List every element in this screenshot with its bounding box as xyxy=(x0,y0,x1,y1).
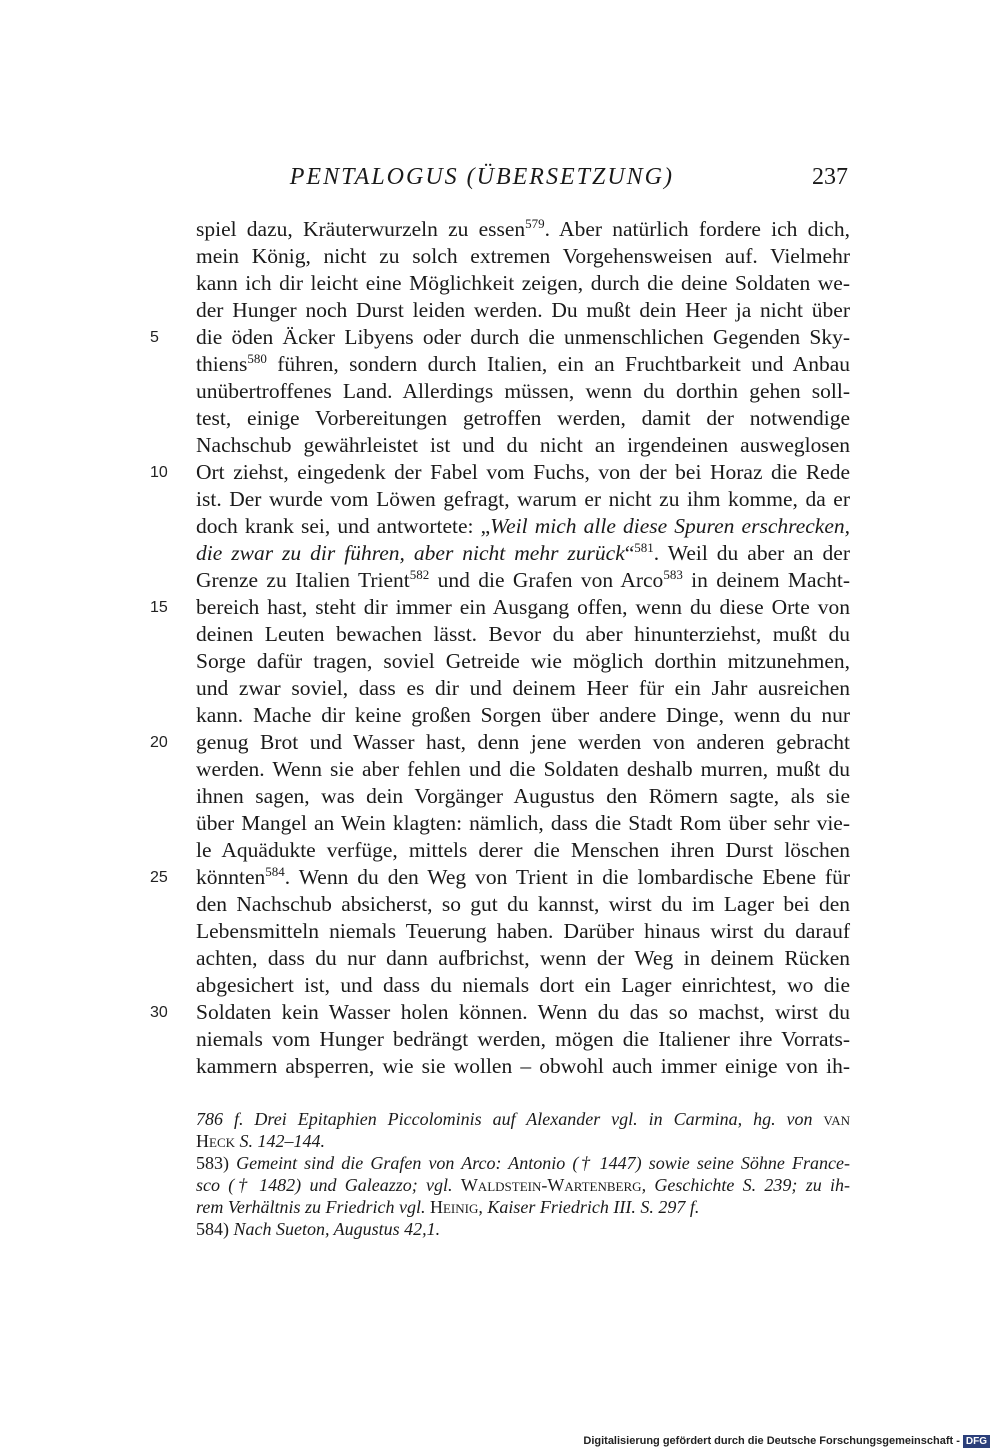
text-line xyxy=(150,459,850,486)
line-number: 15 xyxy=(150,599,168,616)
text-line xyxy=(196,216,850,243)
text-line xyxy=(196,783,850,810)
dfg-logo: DFG xyxy=(963,1435,990,1448)
text-run: le Aquädukte verfüge, mittels derer die Menschen ihren Durst löschen xyxy=(196,838,850,862)
text-run: unübertroffenes Land. Allerdings müssen, wenn du dorthin gehen soll- xyxy=(196,379,850,403)
line-text xyxy=(196,486,850,513)
footnote-ref: 584 xyxy=(265,863,285,879)
footnote-ref: 583 xyxy=(663,566,683,582)
text-run: niemals vom Hunger bedrängt werden, mögen die Italiener ihre Vorrats- xyxy=(196,1027,850,1051)
text-run: kann. Mache dir keine großen Sorgen über andere Dinge, wenn du nur xyxy=(196,703,850,727)
line-number: 10 xyxy=(150,464,168,481)
line-text xyxy=(196,702,850,729)
text-run: der Hunger noch Durst leiden werden. Du mußt dein Heer ja nicht über xyxy=(196,298,850,322)
line-text xyxy=(196,648,850,675)
line-text xyxy=(196,459,850,486)
line-text xyxy=(196,270,850,297)
text-line xyxy=(196,1026,850,1053)
text-line xyxy=(196,1053,850,1080)
line-number: 30 xyxy=(150,1004,168,1021)
line-text xyxy=(196,783,850,810)
line-text xyxy=(196,621,850,648)
line-text xyxy=(196,972,850,999)
text-run: Grenze zu Italien Trient xyxy=(196,568,410,592)
text-run: und die Grafen von Arco xyxy=(429,568,664,592)
line-text xyxy=(196,837,850,864)
text-run: kammern absperren, wie sie wollen – obwohl auch immer einige von ih- xyxy=(196,1054,850,1078)
line-text xyxy=(196,405,850,432)
line-text xyxy=(196,540,850,567)
text-run: den Nachschub absicherst, so gut du kannst, wirst du im Lager bei den xyxy=(196,892,850,916)
text-run: die öden Äcker Libyens oder durch die unmenschlichen Gegenden Sky- xyxy=(196,325,850,349)
text-line xyxy=(196,540,850,567)
text-line xyxy=(196,243,850,270)
text-line xyxy=(150,999,850,1026)
text-line xyxy=(150,863,850,891)
text-run: 583) xyxy=(196,1153,237,1173)
text-line xyxy=(196,378,850,405)
italic-text: sco († 1482) und Galeazzo; vgl. xyxy=(196,1175,461,1195)
line-text xyxy=(196,594,850,621)
text-run: mein König, nicht zu solch extremen Vorgehensweisen auf. Vielmehr xyxy=(196,244,850,268)
text-line xyxy=(150,729,850,756)
text-line xyxy=(196,513,850,540)
line-number: 25 xyxy=(150,869,168,886)
text-run: Soldaten kein Wasser holen können. Wenn du das so machst, wirst du xyxy=(196,1000,850,1024)
footnotes-block xyxy=(196,1108,850,1240)
line-text xyxy=(196,1053,850,1080)
footnote-line xyxy=(196,1196,850,1218)
text-line xyxy=(196,648,850,675)
small-caps-name: van xyxy=(823,1109,850,1129)
text-run: Ort ziehst, eingedenk der Fabel vom Fuchs, von der bei Horaz die Rede xyxy=(196,460,850,484)
dfg-credit xyxy=(583,1435,990,1448)
page-number: 237 xyxy=(812,164,848,190)
italic-text: 786 f. Drei Epitaphien Piccolominis auf Alexander vgl. in Carmina, hg. von xyxy=(196,1109,824,1129)
text-run: und zwar soviel, dass es dir und deinem Heer für ein Jahr ausreichen xyxy=(196,676,850,700)
line-text xyxy=(196,756,850,783)
running-header xyxy=(196,158,850,198)
footnote-line xyxy=(196,1218,850,1240)
running-title: PENTALOGUS (ÜBERSETZUNG) xyxy=(289,164,674,190)
line-text xyxy=(196,1026,850,1053)
line-text xyxy=(196,999,850,1026)
footnote-ref: 579 xyxy=(525,215,545,231)
text-line xyxy=(196,837,850,864)
text-run: ist. Der wurde vom Löwen gefragt, warum er nicht zu ihm komme, da er xyxy=(196,487,850,511)
text-run: Nachschub gewährleistet ist und du nicht an irgendeinen ausweglosen xyxy=(196,433,850,457)
main-text-block xyxy=(150,215,850,1080)
line-text xyxy=(196,324,850,351)
line-text xyxy=(196,513,850,540)
line-text xyxy=(196,810,850,837)
text-run: . Wenn du den Weg von Trient in die lombardische Ebene für xyxy=(284,865,850,889)
text-line xyxy=(196,972,850,999)
line-text xyxy=(196,891,850,918)
footnote-ref: 582 xyxy=(409,566,430,582)
text-run: Lebensmitteln niemals Teuerung haben. Darüber hinaus wirst du darauf xyxy=(196,919,850,943)
text-line xyxy=(196,756,850,783)
line-text xyxy=(196,297,850,324)
footnote-ref: 581 xyxy=(634,539,654,555)
italic-text: Gemeint sind die Grafen von Arco: Antonio († 1447) sowie seine Söhne France- xyxy=(236,1153,850,1173)
line-text xyxy=(196,351,850,378)
line-number: 5 xyxy=(150,329,159,346)
text-line xyxy=(196,567,850,594)
small-caps-name: Heck xyxy=(196,1131,235,1151)
text-run: werden. Wenn sie aber fehlen und die Soldaten deshalb murren, mußt du xyxy=(196,757,850,781)
text-run: test, einige Vorbereitungen getroffen werden, damit der notwendige xyxy=(196,406,850,430)
line-text xyxy=(196,945,850,972)
text-line xyxy=(196,675,850,702)
text-run: deinen Leuten bewachen lässt. Bevor du aber hinunterziehst, mußt du xyxy=(196,622,850,646)
text-line xyxy=(196,351,850,378)
text-line xyxy=(196,432,850,459)
text-run: spiel dazu, Kräuterwurzeln zu essen xyxy=(196,217,526,241)
text-run: thiens xyxy=(196,352,248,376)
text-line xyxy=(196,810,850,837)
text-run: genug Brot und Wasser hast, denn jene werden von anderen gebracht xyxy=(196,730,850,754)
text-line xyxy=(196,891,850,918)
text-run: kann ich dir leicht eine Möglichkeit zeigen, durch die deine Soldaten we- xyxy=(196,271,850,295)
line-text xyxy=(196,729,850,756)
text-line xyxy=(196,405,850,432)
text-run: Sorge dafür tragen, soviel Getreide wie möglich dorthin mitzunehmen, xyxy=(196,649,850,673)
text-run: führen, sondern durch Italien, ein an Fruchtbarkeit und Anbau xyxy=(266,352,850,376)
italic-text: S. 142–144. xyxy=(235,1131,325,1151)
line-text xyxy=(196,216,850,243)
text-run: doch krank sei, und antwortete: „ xyxy=(196,514,491,538)
text-line xyxy=(196,486,850,513)
italic-text: Weil mich alle diese Spuren erschrecken, xyxy=(490,514,850,538)
text-run: über Mangel an Wein klagten: nämlich, dass die Stadt Rom über sehr vie- xyxy=(196,811,850,835)
text-run: “ xyxy=(624,541,635,565)
footnote-line xyxy=(196,1130,850,1152)
small-caps-name: Heinig xyxy=(429,1197,479,1217)
small-caps-name: Waldstein-Wartenberg xyxy=(460,1175,642,1195)
text-run: 584) xyxy=(196,1219,234,1239)
line-text xyxy=(196,864,850,891)
italic-text: die zwar zu dir führen, aber nicht mehr zurück xyxy=(196,541,625,565)
line-text xyxy=(196,432,850,459)
line-text xyxy=(196,378,850,405)
line-text xyxy=(196,567,850,594)
line-number: 20 xyxy=(150,734,168,751)
footnote-line xyxy=(196,1174,850,1196)
text-line xyxy=(196,621,850,648)
text-line xyxy=(196,270,850,297)
text-line xyxy=(196,918,850,945)
footnote-line xyxy=(196,1152,850,1174)
text-run: ihnen sagen, was dein Vorgänger Augustus den Römern sagte, als sie xyxy=(196,784,850,808)
italic-text: Nach Sueton, Augustus 42,1. xyxy=(233,1219,441,1239)
text-run: abgesichert ist, und dass du niemals dort ein Lager einrichtest, wo die xyxy=(196,973,850,997)
italic-text: , Geschichte S. 239; zu ih- xyxy=(641,1175,850,1195)
line-text xyxy=(196,675,850,702)
text-run: . Weil du aber an der xyxy=(653,541,850,565)
text-run: in deinem Macht- xyxy=(682,568,850,592)
line-text xyxy=(196,918,850,945)
text-run: bereich hast, steht dir immer ein Ausgang offen, wenn du diese Orte von xyxy=(196,595,850,619)
line-text xyxy=(196,243,850,270)
text-line xyxy=(196,945,850,972)
text-line xyxy=(196,297,850,324)
footnote-ref: 580 xyxy=(247,350,267,366)
text-line xyxy=(150,594,850,621)
credit-text: Digitalisierung gefördert durch die Deutsche Forschungsgemeinschaft - xyxy=(583,1435,960,1447)
text-run: . Aber natürlich fordere ich dich, xyxy=(544,217,850,241)
text-line xyxy=(150,324,850,351)
italic-text: , Kaiser Friedrich III. S. 297 f. xyxy=(478,1197,700,1217)
footnote-line xyxy=(196,1108,850,1130)
italic-text: rem Verhältnis zu Friedrich vgl. xyxy=(196,1197,430,1217)
text-run: achten, dass du nur dann aufbrichst, wenn der Weg in deinem Rücken xyxy=(196,946,850,970)
text-line xyxy=(196,702,850,729)
text-run: könnten xyxy=(196,865,266,889)
